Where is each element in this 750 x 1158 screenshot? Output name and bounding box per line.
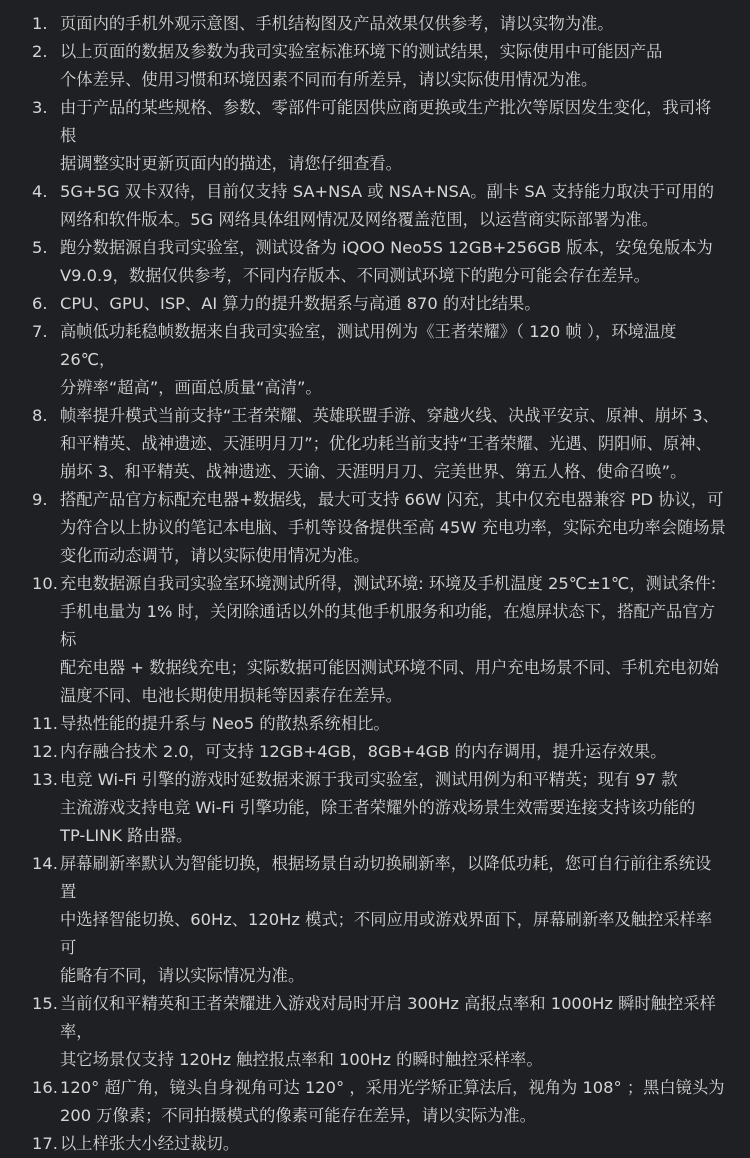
note-item-6 [32, 290, 726, 318]
note-item-10 [32, 570, 726, 710]
note-text: 屏幕刷新率默认为智能切换，根据场景自动切换刷新率，以降低功耗，您可自行前往系统设置 中选择智能切换、60Hz、120Hz 模式；不同应用或游戏界面下，屏幕刷新率及触控采样率可 能略有不同，请以实际情况为准。 [60, 854, 713, 985]
note-item-3 [32, 94, 726, 178]
note-number: 7. [32, 322, 48, 341]
note-number: 2. [32, 42, 48, 61]
note-item-1 [32, 10, 726, 38]
note-text: 搭配产品官方标配充电器+数据线，最大可支持 66W 闪充，其中仅充电器兼容 PD 协议，可 为符合以上协议的笔记本电脑、手机等设备提供至高 45W 充电功率，实际充电功率会随场景 变化而动态调节，请以实际使用情况为准。 [60, 490, 726, 565]
note-text: 帧率提升模式当前支持“王者荣耀、英雄联盟手游、穿越火线、决战平安京、原神、崩坏 3、 和平精英、战神遗迹、天涯明月刀”；优化功耗当前支持“王者荣耀、光遇、阴阳师、原神、 崩坏 3、和平精英、战神遗迹、天谕、天涯明月刀、完美世界、第五人格、使命召唤”。 [60, 406, 719, 481]
note-text: 跑分数据源自我司实验室，测试设备为 iQOO Neo5S 12GB+256GB 版本，安兔兔版本为 V9.0.9，数据仅供参考，不同内存版本、不同测试环境下的跑分可能会存在差异。 [60, 238, 713, 285]
note-item-4 [32, 178, 726, 234]
note-text: 以上样张大小经过裁切。 [60, 1134, 240, 1153]
note-text: 电竞 Wi-Fi 引擎的游戏时延数据来源于我司实验室，测试用例为和平精英；现有 97 款 主流游戏支持电竞 Wi-Fi 引擎功能，除王者荣耀外的游戏场景生效需要连接支持该功能的 TP-LINK 路由器。 [60, 770, 696, 845]
note-number: 6. [32, 294, 48, 313]
note-text: 高帧低功耗稳帧数据来自我司实验室，测试用例为《王者荣耀》（ 120 帧 ），环境温度 26℃， 分辨率“超高”，画面总质量“高清”。 [60, 322, 677, 397]
note-item-16 [32, 1074, 726, 1130]
note-item-7 [32, 318, 726, 402]
note-number: 13. [32, 770, 58, 789]
note-number: 14. [32, 854, 58, 873]
note-item-15 [32, 990, 726, 1074]
note-number: 17. [32, 1134, 58, 1153]
note-number: 12. [32, 742, 58, 761]
note-item-9 [32, 486, 726, 570]
note-number: 1. [32, 14, 48, 33]
note-number: 15. [32, 994, 58, 1013]
note-number: 9. [32, 490, 48, 509]
note-number: 11. [32, 714, 58, 733]
note-number: 3. [32, 98, 48, 117]
note-number: 16. [32, 1078, 58, 1097]
note-item-17 [32, 1130, 726, 1158]
note-item-8 [32, 402, 726, 486]
note-text: CPU、GPU、ISP、AI 算力的提升数据系与高通 870 的对比结果。 [60, 294, 541, 313]
note-text: 内存融合技术 2.0，可支持 12GB+4GB，8GB+4GB 的内存调用，提升运存效果。 [60, 742, 667, 761]
note-text: 以上页面的数据及参数为我司实验室标准环境下的测试结果，实际使用中可能因产品 个体差异、使用习惯和环境因素不同而有所差异，请以实际使用情况为准。 [60, 42, 663, 89]
note-item-2 [32, 38, 726, 94]
note-number: 5. [32, 238, 48, 257]
note-item-12 [32, 738, 726, 766]
note-number: 10. [32, 574, 58, 593]
note-text: 120° 超广角，镜头自身视角可达 120° ，采用光学矫正算法后，视角为 108° ；黑白镜头为 200 万像素；不同拍摄模式的像素可能存在差异，请以实际为准。 [60, 1078, 725, 1125]
note-number: 8. [32, 406, 48, 425]
note-item-11 [32, 710, 726, 738]
note-text: 页面内的手机外观示意图、手机结构图及产品效果仅供参考，请以实物为准。 [60, 14, 614, 33]
note-item-5 [32, 234, 726, 290]
note-text: 当前仅和平精英和王者荣耀进入游戏对局时开启 300Hz 高报点率和 1000Hz 瞬时触控采样率， 其它场景仅支持 120Hz 触控报点率和 100Hz 的瞬时触控采样率。 [60, 994, 716, 1069]
note-item-14 [32, 850, 726, 990]
note-text: 充电数据源自我司实验室环境测试所得，测试环境: 环境及手机温度 25℃±1℃，测试条件: 手机电量为 1% 时，关闭除通话以外的其他手机服务和功能，在熄屏状态下，搭配产品官方标 配充电器 + 数据线充电；实际数据可能因测试环境不同、用户充电场景不同、手机充电初始 温度不同、电池长期使用损耗等因素存在差异。 [60, 574, 719, 705]
note-text: 5G+5G 双卡双待，目前仅支持 SA+NSA 或 NSA+NSA。副卡 SA 支持能力取决于可用的 网络和软件版本。5G 网络具体组网情况及网络覆盖范围，以运营商实际部署为准。 [60, 182, 715, 229]
note-item-13 [32, 766, 726, 850]
note-number: 4. [32, 182, 48, 201]
note-text: 由于产品的某些规格、参数、零部件可能因供应商更换或生产批次等原因发生变化，我司将根 据调整实时更新页面内的描述，请您仔细查看。 [60, 98, 712, 173]
note-text: 导热性能的提升系与 Neo5 的散热系统相比。 [60, 714, 390, 733]
